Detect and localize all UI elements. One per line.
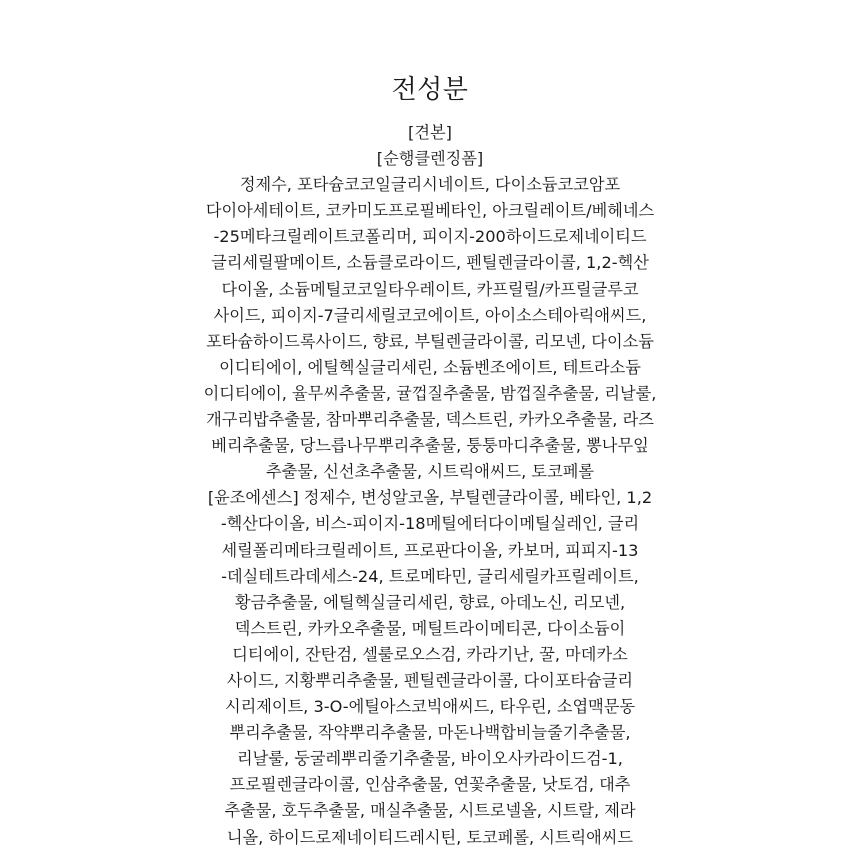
ingredient-line: 사이드, 지황뿌리추출물, 펜틸렌글라이콜, 다이포타슘글리 <box>226 670 634 690</box>
ingredient-line: 디티에이, 잔탄검, 셀룰로오스검, 카라기난, 꿀, 마데카소 <box>232 644 628 664</box>
ingredient-line: [윤조에센스] 정제수, 변성알코올, 부틸렌글라이콜, 베타인, 1,2 <box>207 488 653 508</box>
ingredient-line: 포타슘하이드록사이드, 향료, 부틸렌글라이콜, 리모넨, 다이소듐 <box>206 331 654 351</box>
ingredient-line: 이디티에이, 에틸헥실글리세린, 소듐벤조에이트, 테트라소듐 <box>219 357 641 377</box>
ingredient-line: [순행클렌징폼] <box>376 149 484 169</box>
ingredient-line: 정제수, 포타슘코코일글리시네이트, 다이소듐코코암포 <box>239 175 621 195</box>
ingredient-line: 추출물, 신선초추출물, 시트릭애씨드, 토코페롤 <box>266 462 594 482</box>
ingredient-line: -25메타크릴레이트코폴리머, 피이지-200하이드로제네이티드 <box>213 227 647 247</box>
ingredient-line: -헥산다이올, 비스-피이지-18메틸에터다이메틸실레인, 글리 <box>220 514 640 534</box>
ingredient-line: [견본] <box>408 123 452 142</box>
ingredient-line: 니올, 하이드로제네이티드레시틴, 토코페롤, 시트릭애씨드 <box>226 827 634 847</box>
ingredient-line: 베리추출물, 당느릅나무뿌리추출물, 퉁퉁마디추출물, 뽕나무잎 <box>211 436 649 456</box>
ingredient-line: 덱스트린, 카카오추출물, 메틸트라이메티콘, 다이소듐이 <box>234 618 626 638</box>
ingredient-line: 다이아세테이트, 코카미도프로필베타인, 아크릴레이트/베헤네스 <box>205 201 655 221</box>
ingredient-list <box>0 120 860 851</box>
ingredient-line: -데실테트라데세스-24, 트로메타민, 글리세릴카프릴레이트, <box>221 566 639 586</box>
ingredient-line: 세릴폴리메타크릴레이트, 프로판다이올, 카보머, 피피지-13 <box>221 540 639 560</box>
ingredient-line: 리날룰, 둥굴레뿌리줄기추출물, 바이오사카라이드검-1, <box>237 749 623 769</box>
ingredient-line: 사이드, 피이지-7글리세릴코코에이트, 아이소스테아릭애씨드, <box>213 305 647 325</box>
ingredient-line: 개구리밥추출물, 참마뿌리추출물, 덱스트린, 카카오추출물, 라즈 <box>206 410 654 430</box>
ingredient-line: 시리제이트, 3-O-에틸아스코빅애씨드, 타우린, 소엽맥문동 <box>224 697 636 717</box>
ingredient-line: 글리세릴팔메이트, 소듐클로라이드, 펜틸렌글라이콜, 1,2-헥산 <box>211 253 649 273</box>
page-title: 전성분 <box>391 75 469 105</box>
ingredient-line: 추출물, 호두추출물, 매실추출물, 시트로넬올, 시트랄, 제라 <box>224 801 636 821</box>
ingredient-line: 프로필렌글라이콜, 인삼추출물, 연꽃추출물, 낫토검, 대추 <box>229 775 631 795</box>
ingredient-line: 이디티에이, 율무씨추출물, 귤껍질추출물, 밤껍질추출물, 리날룰, <box>203 383 657 403</box>
ingredient-line: 황금추출물, 에틸헥실글리세린, 향료, 아데노신, 리모넨, <box>234 592 626 612</box>
ingredient-line: 다이올, 소듐메틸코코일타우레이트, 카프릴릴/카프릴글루코 <box>221 279 639 299</box>
ingredient-line: 뿌리추출물, 작약뿌리추출물, 마돈나백합비늘줄기추출물, <box>229 723 631 743</box>
